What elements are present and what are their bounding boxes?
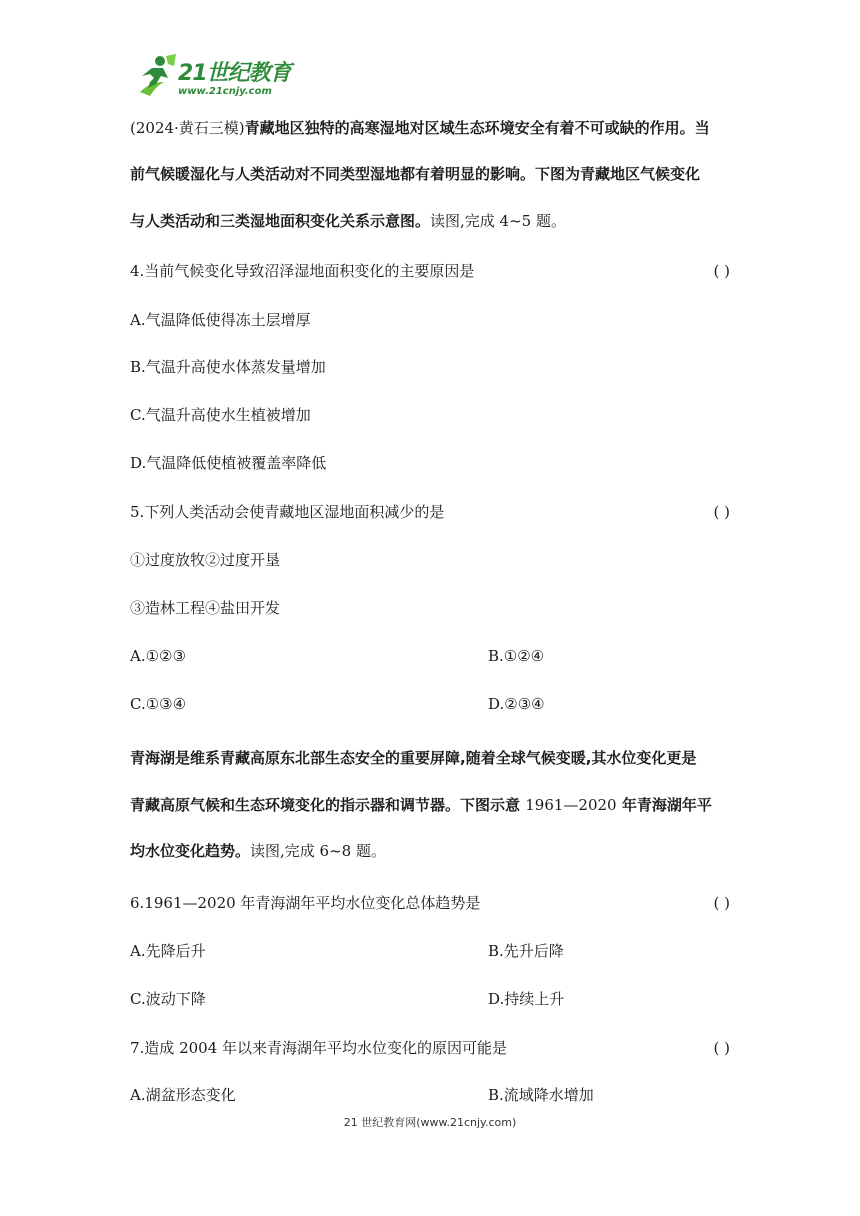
page-footer: 21 世纪教育网(www.21cnjy.com) (343, 1116, 517, 1129)
q5-option-a: A.①②③ (130, 647, 186, 665)
passage1-line2: 前气候暖湿化与人类活动对不同类型湿地都有着明显的影响。下图为青藏地区气候变化 (130, 165, 701, 183)
answer-blank: ( ) (713, 894, 730, 912)
logo-url-text: www.21cnjy.com (178, 86, 272, 97)
q4-option-a: A.气温降低使得冻土层增厚 (130, 311, 311, 329)
answer-blank: ( ) (713, 503, 730, 521)
passage2-line1: 青海湖是维系青藏高原东北部生态安全的重要屏障,随着全球气候变暖,其水位变化更是 (130, 749, 697, 767)
passage1-text3: 与人类活动和三类湿地面积变化关系示意图。 (130, 212, 431, 230)
passage1-source: (2024·黄石三模) (130, 119, 245, 137)
passage2-text2c: 年青海湖年平 (616, 796, 712, 814)
question-6 (130, 893, 730, 913)
q5-items-line1: ①过度放牧②过度开垦 (130, 551, 281, 569)
logo-brand-text: 21世纪教育 (178, 61, 291, 86)
q4-option-c: C.气温升高使水生植被增加 (130, 406, 311, 424)
passage2-instruction: 读图,完成 6~8 题。 (250, 842, 386, 860)
passage1-instruction: 读图,完成 4~5 题。 (430, 212, 566, 230)
question-5 (130, 502, 730, 522)
question-7 (130, 1038, 730, 1058)
q5-option-d: D.②③④ (488, 695, 545, 713)
q4-option-d: D.气温降低使植被覆盖率降低 (130, 454, 327, 472)
passage2-text3: 均水位变化趋势。 (130, 842, 251, 860)
question-5-stem: 5.下列人类活动会使青藏地区湿地面积减少的是 (130, 503, 445, 521)
passage2-text2a: 青藏高原气候和生态环境变化的指示器和调节器。下图示意 (130, 796, 526, 814)
passage1-line1 (130, 118, 730, 138)
question-4 (130, 261, 730, 281)
q5-option-b: B.①②④ (488, 647, 545, 665)
q7-option-b: B.流域降水增加 (488, 1086, 594, 1104)
runner-icon (130, 52, 178, 102)
passage2-line2 (130, 795, 730, 815)
q5-option-c: C.①③④ (130, 695, 187, 713)
answer-blank: ( ) (713, 262, 730, 280)
q6-option-a: A.先降后升 (130, 942, 206, 960)
q4-option-b: B.气温升高使水体蒸发量增加 (130, 358, 326, 376)
question-6-stem: 6.1961—2020 年青海湖年平均水位变化总体趋势是 (130, 894, 481, 912)
passage1-line3 (130, 211, 730, 231)
passage2-line3 (130, 841, 730, 861)
question-7-stem: 7.造成 2004 年以来青海湖年平均水位变化的原因可能是 (130, 1039, 508, 1057)
q6-option-c: C.波动下降 (130, 990, 206, 1008)
passage2-years: 1961—2020 (525, 796, 617, 814)
answer-blank: ( ) (713, 1039, 730, 1057)
passage1-text1: 青藏地区独特的高寒湿地对区域生态环境安全有着不可或缺的作用。当 (244, 119, 710, 137)
site-logo (130, 52, 300, 108)
q5-items-line2: ③造林工程④盐田开发 (130, 599, 281, 617)
q7-option-a: A.湖盆形态变化 (130, 1086, 236, 1104)
question-4-stem: 4.当前气候变化导致沼泽湿地面积变化的主要原因是 (130, 262, 475, 280)
q6-option-b: B.先升后降 (488, 942, 564, 960)
q6-option-d: D.持续上升 (488, 990, 565, 1008)
